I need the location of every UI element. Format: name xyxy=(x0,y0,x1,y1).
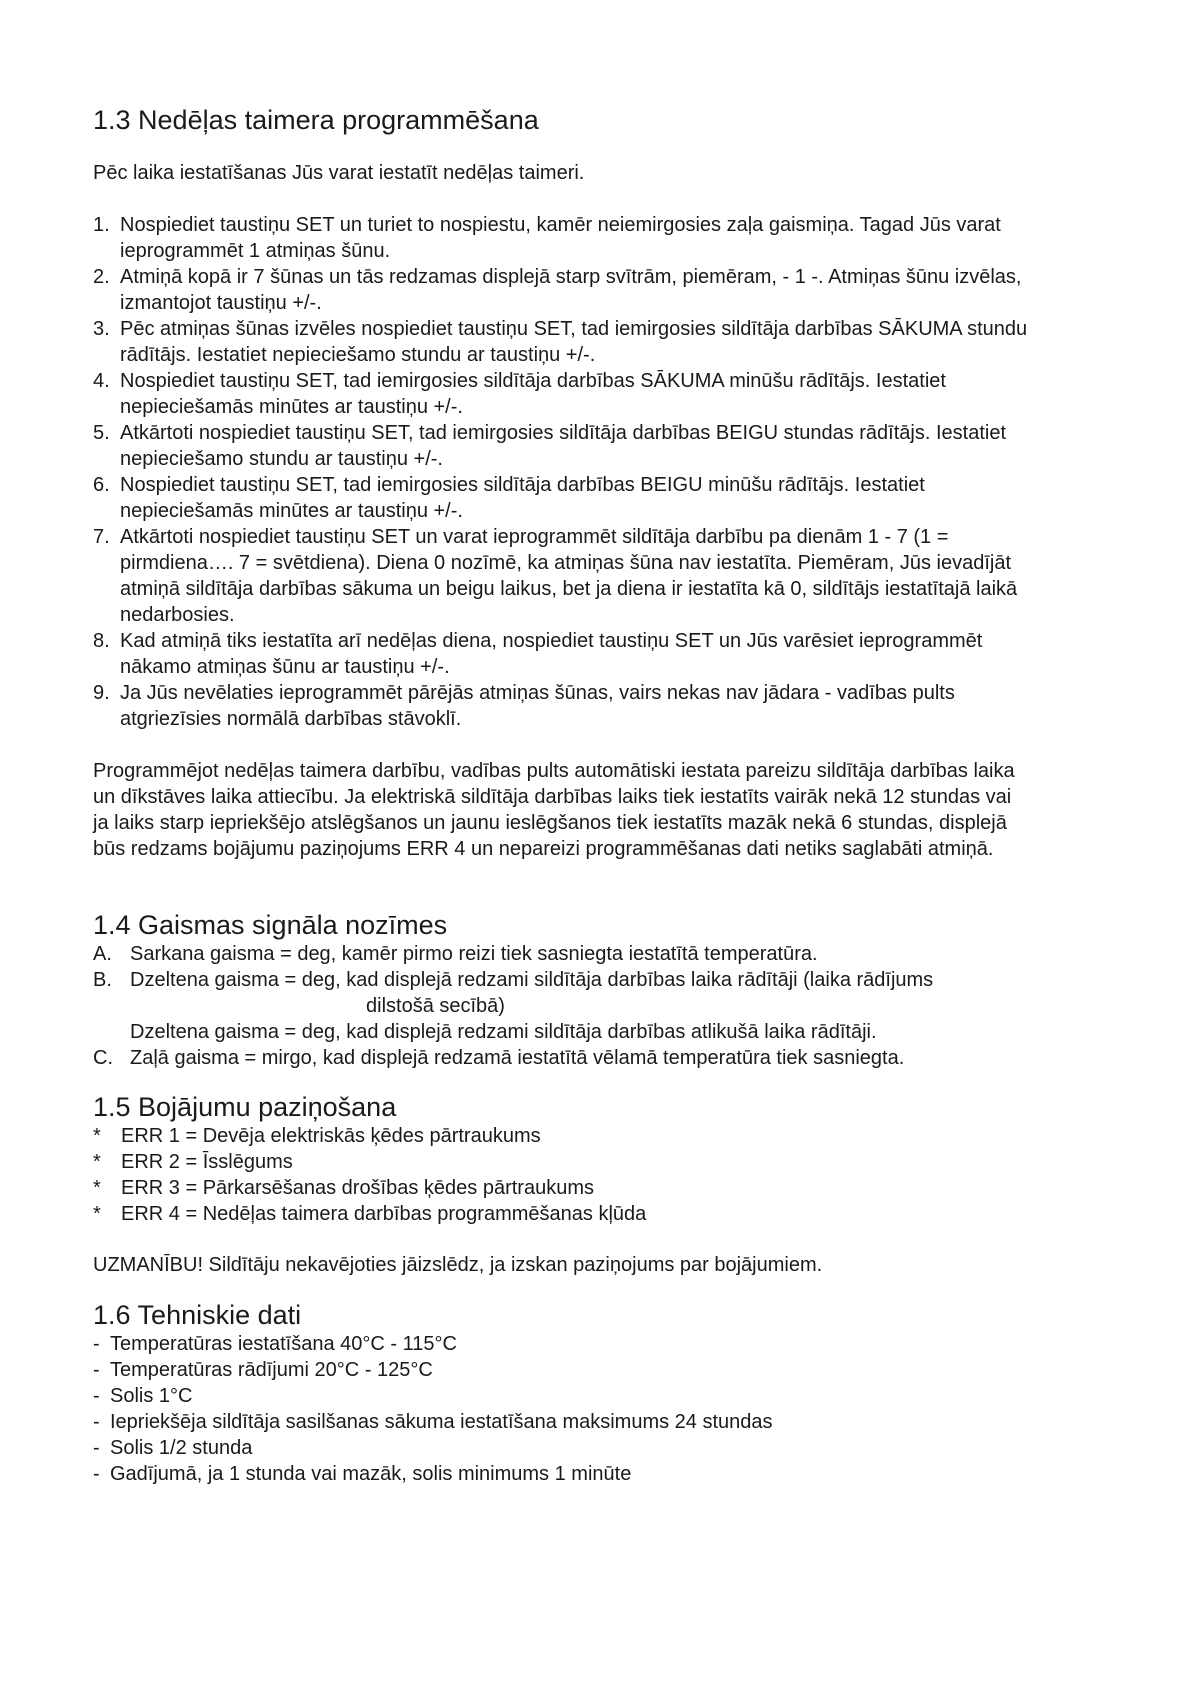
item-text: ERR 1 = Devēja elektriskās ķēdes pārtraukums xyxy=(121,1125,541,1147)
dash-bullet: - xyxy=(93,1437,100,1459)
list-item xyxy=(93,472,1028,524)
dash-bullet: - xyxy=(93,1411,100,1433)
item-text: Solis 1°C xyxy=(110,1385,193,1407)
item-text: ERR 4 = Nedēļas taimera darbības programmēšanas kļūda xyxy=(121,1203,647,1225)
list-item xyxy=(93,316,1028,368)
light-item-b2: Dzeltena gaisma = deg, kad displejā redzami sildītāja darbības atlikušā laika rādītāji. xyxy=(130,1021,877,1043)
asterisk-icon: * xyxy=(93,1125,101,1147)
spec-item xyxy=(93,1383,1028,1409)
section-1-3 xyxy=(93,104,1028,136)
step-number: 3. xyxy=(93,318,110,340)
dash-bullet: - xyxy=(93,1333,100,1355)
item-text: Iepriekšēja sildītāja sasilšanas sākuma iestatīšana maksimums 24 stundas xyxy=(110,1411,773,1433)
list-item xyxy=(93,212,1028,264)
note-paragraph: Programmējot nedēļas taimera darbību, vadības pults automātiski iestata pareizu sildītāja darbības laika un dīkstāves laika attiecību. Ja elektriskā sildītāja darbības laiks tiek iestatīts vairāk nekā 12 stundas vai ja laiks starp iepriekšējo atslēgšanos un jaunu ieslēgšanos tiek iestatīts mazāk nekā 6 stundas, displejā būs redzams bojājumu paziņojums ERR 4 un nepareizi programmēšanas dati netiks saglabāti atmiņā. xyxy=(93,760,1015,860)
item-text: Temperatūras rādījumi 20°C - 125°C xyxy=(110,1359,433,1381)
item-text-cont: dilstošā secībā) xyxy=(366,995,505,1017)
error-item xyxy=(93,1149,1028,1175)
item-text: Ja Jūs nevēlaties ieprogrammēt pārējās atmiņas šūnas, vairs nekas nav jādara - vadības pults atgriezīsies normālā darbības stāvoklī. xyxy=(120,682,955,730)
item-text: Gadījumā, ja 1 stunda vai mazāk, solis minimums 1 minūte xyxy=(110,1463,632,1485)
item-text: ERR 3 = Pārkarsēšanas drošības ķēdes pārtraukums xyxy=(121,1177,594,1199)
item-text: ERR 2 = Īsslēgums xyxy=(121,1151,293,1173)
step-number: 8. xyxy=(93,630,110,652)
heading-1-4: 1.4 Gaismas signāla nozīmes xyxy=(93,910,448,940)
steps-list xyxy=(93,212,1028,732)
item-text: Zaļā gaisma = mirgo, kad displejā redzamā iestatītā vēlamā temperatūra tiek sasniegta. xyxy=(130,1047,905,1069)
item-letter: B. xyxy=(93,969,112,991)
list-item xyxy=(93,264,1028,316)
spec-item xyxy=(93,1409,1028,1435)
section-1-5 xyxy=(93,1091,1028,1227)
item-text: Nospiediet taustiņu SET, tad iemirgosies sildītāja darbības SĀKUMA minūšu rādītājs. Iestatiet nepieciešamās minūtes ar taustiņu +/-. xyxy=(120,370,946,418)
list-item xyxy=(93,368,1028,420)
asterisk-icon: * xyxy=(93,1203,101,1225)
item-text: Pēc atmiņas šūnas izvēles nospiediet taustiņu SET, tad iemirgosies sildītāja darbības SĀKUMA stundu rādītājs. Iestatiet nepieciešamo stundu ar taustiņu +/-. xyxy=(120,318,1028,366)
list-item xyxy=(93,680,1028,732)
dash-bullet: - xyxy=(93,1463,100,1485)
spec-item xyxy=(93,1435,1028,1461)
item-text: Atkārtoti nospiediet taustiņu SET un varat ieprogrammēt sildītāja darbību pa dienām 1 - 7 (1 = pirmdiena…. 7 = svētdiena). Diena 0 nozīmē, ka atmiņas šūna nav iestatīta. Piemēram, Jūs ievadījāt atmiņā sildītāja darbības sākuma un beigu laikus, bet ja diena ir iestatīta kā 0, sildītājs iestatītajā laikā nedarbosies. xyxy=(120,526,1018,626)
section-1-6 xyxy=(93,1299,1028,1487)
light-item-c xyxy=(93,1045,1028,1071)
heading-1-3: 1.3 Nedēļas taimera programmēšana xyxy=(93,105,539,135)
step-number: 9. xyxy=(93,682,110,704)
item-text: Atmiņā kopā ir 7 šūnas un tās redzamas displejā starp svītrām, piemēram, - 1 -. Atmiņas šūnu izvēlas, izmantojot taustiņu +/-. xyxy=(120,266,1022,314)
list-item xyxy=(93,628,1028,680)
section-1-4 xyxy=(93,909,1028,1071)
spec-item xyxy=(93,1331,1028,1357)
item-text: Kad atmiņā tiks iestatīta arī nedēļas diena, nospiediet taustiņu SET un Jūs varēsiet ieprogrammēt nākamo atmiņas šūnu ar taustiņu +/-. xyxy=(120,630,983,678)
error-item xyxy=(93,1175,1028,1201)
spec-item xyxy=(93,1357,1028,1383)
step-number: 4. xyxy=(93,370,110,392)
item-letter: C. xyxy=(93,1047,113,1069)
item-text: Nospiediet taustiņu SET, tad iemirgosies sildītāja darbības BEIGU minūšu rādītājs. Iestatiet nepieciešamās minūtes ar taustiņu +/-. xyxy=(120,474,925,522)
item-letter: A. xyxy=(93,943,112,965)
warning-text: UZMANĪBU! Sildītāju nekavējoties jāizslēdz, ja izskan paziņojums par bojājumiem. xyxy=(93,1254,823,1276)
item-text: Nospiediet taustiņu SET un turiet to nospiestu, kamēr neiemirgosies zaļa gaismiņa. Tagad Jūs varat ieprogrammēt 1 atmiņas šūnu. xyxy=(120,214,1001,262)
list-item xyxy=(93,524,1028,628)
asterisk-icon: * xyxy=(93,1177,101,1199)
item-text: Sarkana gaisma = deg, kamēr pirmo reizi tiek sasniegta iestatītā temperatūra. xyxy=(130,943,818,965)
intro-text: Pēc laika iestatīšanas Jūs varat iestatīt nedēļas taimeri. xyxy=(93,162,585,184)
item-text: Temperatūras iestatīšana 40°C - 115°C xyxy=(110,1333,457,1355)
step-number: 5. xyxy=(93,422,110,444)
asterisk-icon: * xyxy=(93,1151,101,1173)
step-number: 1. xyxy=(93,214,110,236)
item-text: Solis 1/2 stunda xyxy=(110,1437,253,1459)
dash-bullet: - xyxy=(93,1359,100,1381)
list-item xyxy=(93,420,1028,472)
heading-1-6: 1.6 Tehniskie dati xyxy=(93,1300,302,1330)
step-number: 6. xyxy=(93,474,110,496)
error-item xyxy=(93,1123,1028,1149)
step-number: 7. xyxy=(93,526,110,548)
light-item-a xyxy=(93,941,1028,967)
step-number: 2. xyxy=(93,266,110,288)
light-item-b xyxy=(93,967,1028,1019)
item-text: Dzeltena gaisma = deg, kad displejā redzami sildītāja darbības laika rādītāji (laika rādījums xyxy=(130,969,934,991)
heading-1-5: 1.5 Bojājumu paziņošana xyxy=(93,1092,397,1122)
dash-bullet: - xyxy=(93,1385,100,1407)
item-text: Atkārtoti nospiediet taustiņu SET, tad iemirgosies sildītāja darbības BEIGU stundas rādītājs. Iestatiet nepieciešamo stundu ar taustiņu +/-. xyxy=(120,422,1007,470)
error-item xyxy=(93,1201,1028,1227)
spec-item xyxy=(93,1461,1028,1487)
